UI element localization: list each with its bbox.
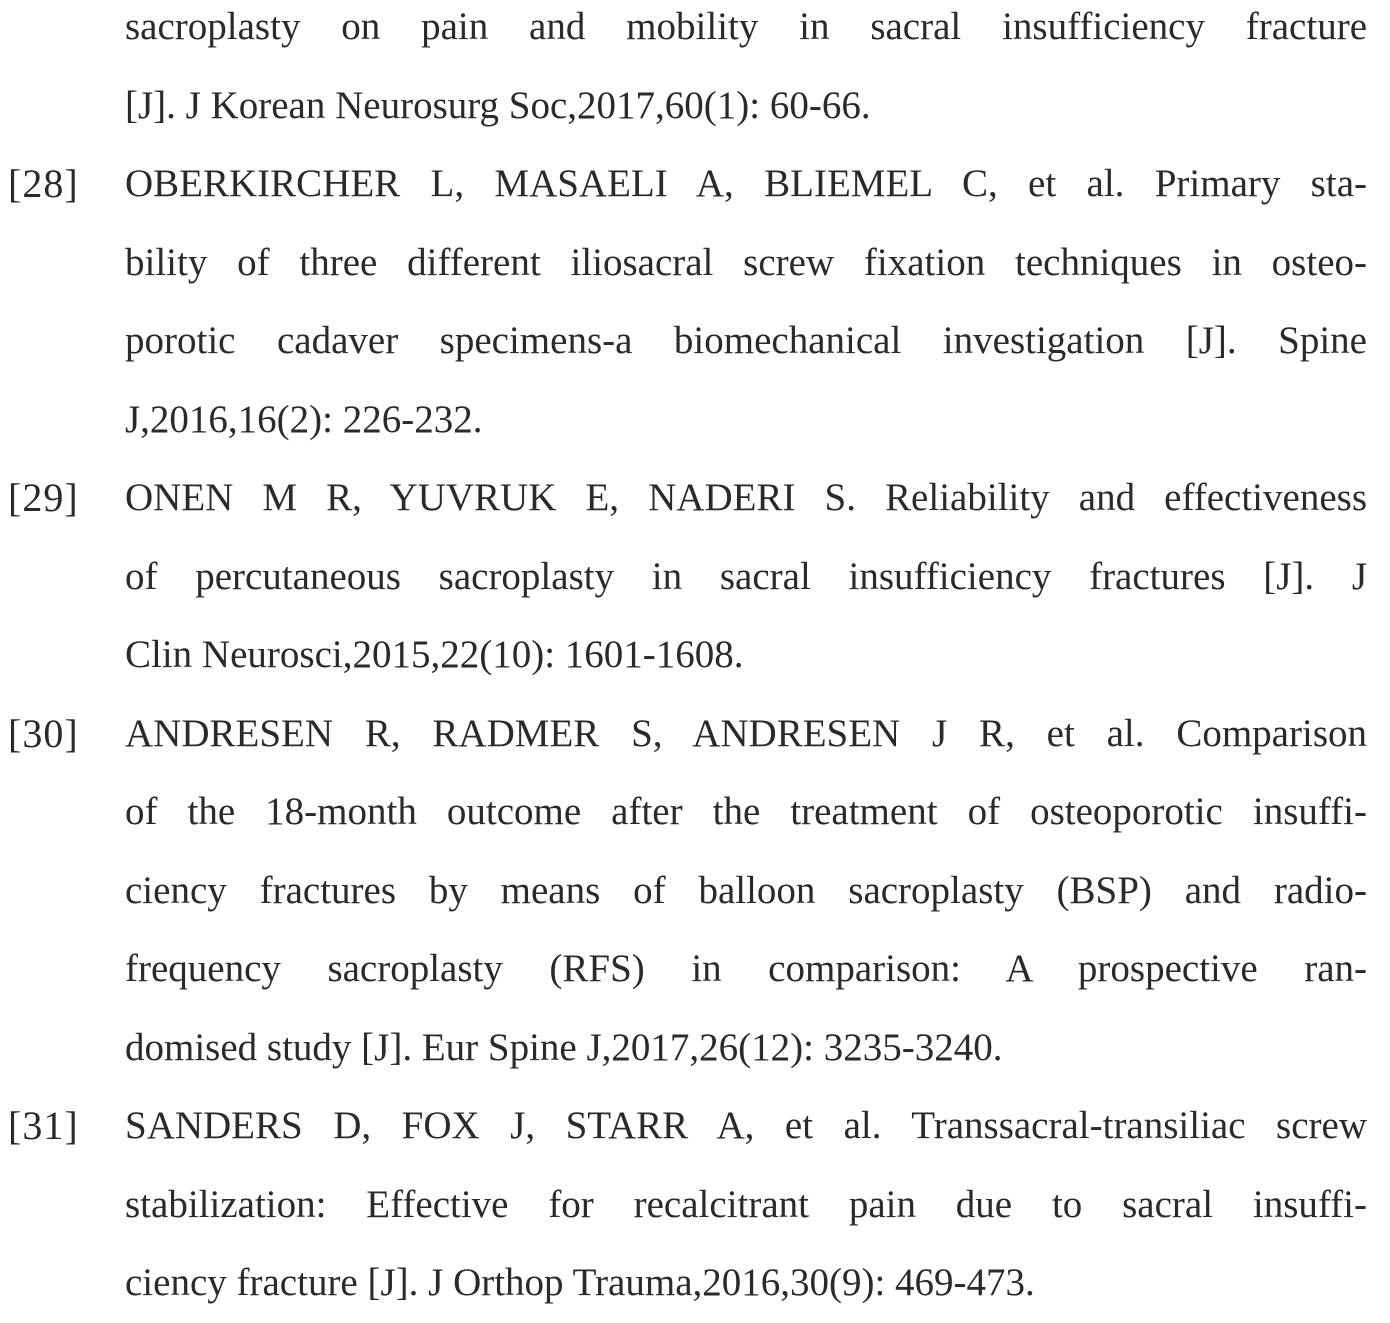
reference-text-line: bility of three different iliosacral screw fixation techniques in osteo- <box>125 240 1367 284</box>
reference-number: [29] <box>8 475 79 520</box>
reference-text-line: OBERKIRCHER L, MASAELI A, BLIEMEL C, et al. Primary sta- <box>125 162 1367 205</box>
reference-text-line: of the 18-month outcome after the treatment of osteoporotic insuffi- <box>125 790 1367 833</box>
reference-number: [30] <box>8 710 79 756</box>
reference-number: [28] <box>8 161 79 206</box>
reference-text-line: SANDERS D, FOX J, STARR A, et al. Transsacral-transiliac screw <box>125 1104 1367 1147</box>
reference-entry <box>0 459 1390 695</box>
reference-text-line: sacroplasty on pain and mobility in sacral insufficiency fracture <box>125 5 1367 48</box>
reference-text-line: ciency fracture [J]. J Orthop Trauma,2016,30(9): 469-473. <box>125 1261 1035 1304</box>
reference-text-line: of percutaneous sacroplasty in sacral insufficiency fractures [J]. J <box>125 554 1367 598</box>
reference-text-line: porotic cadaver specimens-a biomechanical investigation [J]. Spine <box>125 319 1367 362</box>
reference-text-line: ANDRESEN R, RADMER S, ANDRESEN J R, et al. Comparison <box>125 711 1367 755</box>
reference-text-line: domised study [J]. Eur Spine J,2017,26(12): 3235-3240. <box>125 1025 1003 1069</box>
reference-text-line: ONEN M R, YUVRUK E, NADERI S. Reliability and effectiveness <box>125 476 1367 519</box>
reference-text-line: Clin Neurosci,2015,22(10): 1601-1608. <box>125 633 744 676</box>
reference-entry <box>0 145 1390 459</box>
reference-text-line: frequency sacroplasty (RFS) in comparison: A prospective ran- <box>125 947 1367 990</box>
reference-entry <box>0 695 1390 1088</box>
reference-entry <box>0 0 1390 145</box>
reference-text-line: ciency fractures by means of balloon sacroplasty (BSP) and radio- <box>125 868 1367 912</box>
reference-text-line: [J]. J Korean Neurosurg Soc,2017,60(1): 60-66. <box>125 83 871 127</box>
reference-text-line: stabilization: Effective for recalcitrant pain due to sacral insuffi- <box>125 1182 1367 1226</box>
reference-number: [31] <box>8 1103 79 1148</box>
reference-entry <box>0 1087 1390 1323</box>
reference-text-line: J,2016,16(2): 226-232. <box>125 397 483 441</box>
